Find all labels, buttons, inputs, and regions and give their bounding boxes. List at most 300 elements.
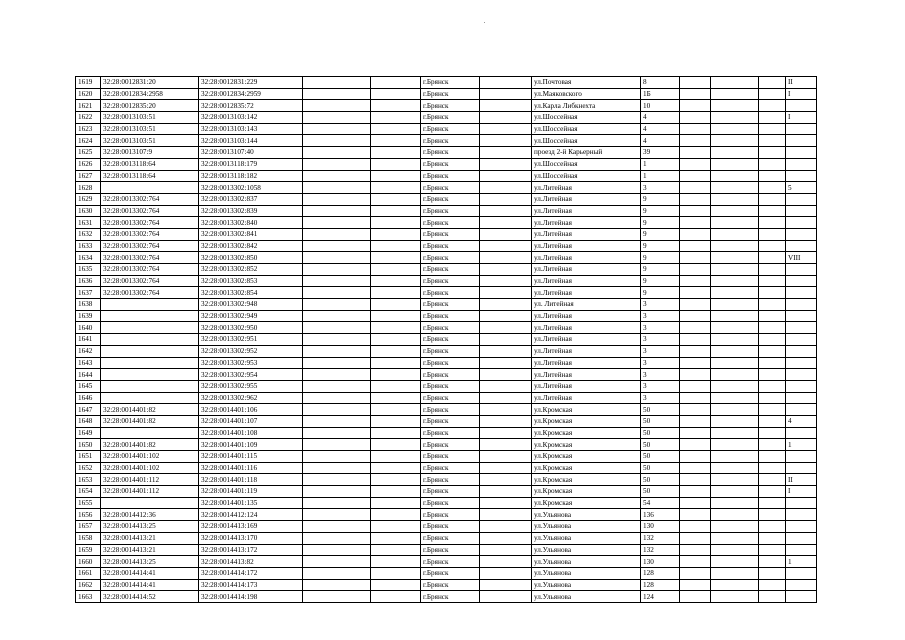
house-number-cell: 128 [641, 567, 680, 579]
column-7-cell [480, 392, 532, 404]
object-cadastral-number: 32:28:0013302:950 [199, 322, 303, 334]
street-cell: ул.Литейная [532, 182, 641, 194]
row-number: 1661 [76, 567, 101, 579]
column-4-cell [303, 123, 371, 135]
column-5-cell [371, 322, 421, 334]
object-cadastral-number: 32:28:0013302:852 [199, 264, 303, 276]
column-11-cell [711, 135, 759, 147]
category-cell [786, 299, 817, 311]
row-number: 1631 [76, 217, 101, 229]
column-7-cell [480, 193, 532, 205]
house-number-cell: 9 [641, 228, 680, 240]
object-cadastral-number: 32:28:0013302:842 [199, 240, 303, 252]
column-12-cell [759, 404, 786, 416]
parcel-cadastral-number: 32:28:0014413:21 [101, 544, 199, 556]
table-row [76, 147, 817, 159]
column-12-cell [759, 591, 786, 603]
column-11-cell [711, 147, 759, 159]
house-number-cell: 8 [641, 77, 680, 89]
column-7-cell [480, 123, 532, 135]
column-11-cell [711, 556, 759, 568]
parcel-cadastral-number [101, 322, 199, 334]
category-cell [786, 404, 817, 416]
row-number: 1640 [76, 322, 101, 334]
object-cadastral-number: 32:28:0014401:116 [199, 462, 303, 474]
row-number: 1634 [76, 252, 101, 264]
column-12-cell [759, 451, 786, 463]
column-5-cell [371, 497, 421, 509]
column-10-cell [680, 205, 711, 217]
city-cell: г.Брянск [421, 77, 480, 89]
city-cell: г.Брянск [421, 88, 480, 100]
street-cell: ул.Ульянова [532, 544, 641, 556]
parcel-cadastral-number: 32:28:0013302:764 [101, 193, 199, 205]
city-cell: г.Брянск [421, 158, 480, 170]
column-4-cell [303, 521, 371, 533]
parcel-cadastral-number: 32:28:0014413:21 [101, 532, 199, 544]
row-number: 1646 [76, 392, 101, 404]
column-10-cell [680, 322, 711, 334]
street-cell: ул.Кромская [532, 439, 641, 451]
column-5-cell [371, 240, 421, 252]
object-cadastral-number: 32:28:0013302:850 [199, 252, 303, 264]
column-11-cell [711, 77, 759, 89]
table-row [76, 474, 817, 486]
city-cell: г.Брянск [421, 497, 480, 509]
city-cell: г.Брянск [421, 415, 480, 427]
street-cell: ул.Литейная [532, 310, 641, 322]
column-12-cell [759, 415, 786, 427]
object-cadastral-number: 32:28:0013118:182 [199, 170, 303, 182]
column-5-cell [371, 170, 421, 182]
city-cell: г.Брянск [421, 252, 480, 264]
row-number: 1621 [76, 100, 101, 112]
table-row [76, 556, 817, 568]
column-11-cell [711, 299, 759, 311]
street-cell: проезд 2-й Карьерный [532, 147, 641, 159]
column-12-cell [759, 205, 786, 217]
house-number-cell: 136 [641, 509, 680, 521]
table-row [76, 404, 817, 416]
column-7-cell [480, 357, 532, 369]
house-number-cell: 130 [641, 521, 680, 533]
parcel-cadastral-number: 32:28:0013302:764 [101, 205, 199, 217]
column-5-cell [371, 521, 421, 533]
column-4-cell [303, 591, 371, 603]
column-11-cell [711, 579, 759, 591]
column-5-cell [371, 228, 421, 240]
table-row [76, 439, 817, 451]
column-10-cell [680, 240, 711, 252]
row-number: 1663 [76, 591, 101, 603]
table-row [76, 158, 817, 170]
table-row [76, 579, 817, 591]
city-cell: г.Брянск [421, 509, 480, 521]
object-cadastral-number: 32:28:0013103:142 [199, 112, 303, 124]
city-cell: г.Брянск [421, 264, 480, 276]
column-5-cell [371, 77, 421, 89]
column-10-cell [680, 532, 711, 544]
parcel-cadastral-number: 32:28:0014401:82 [101, 439, 199, 451]
parcel-cadastral-number: 32:28:0014414:41 [101, 567, 199, 579]
object-cadastral-number: 32:28:0013302:953 [199, 357, 303, 369]
column-4-cell [303, 299, 371, 311]
table-row [76, 275, 817, 287]
column-5-cell [371, 345, 421, 357]
column-5-cell [371, 310, 421, 322]
row-number: 1642 [76, 345, 101, 357]
parcel-cadastral-number: 32:28:0014401:82 [101, 415, 199, 427]
column-10-cell [680, 100, 711, 112]
table-row [76, 228, 817, 240]
street-cell: ул.Ульянова [532, 567, 641, 579]
column-11-cell [711, 474, 759, 486]
column-7-cell [480, 579, 532, 591]
column-4-cell [303, 415, 371, 427]
column-10-cell [680, 497, 711, 509]
column-11-cell [711, 404, 759, 416]
column-12-cell [759, 228, 786, 240]
column-4-cell [303, 345, 371, 357]
city-cell: г.Брянск [421, 112, 480, 124]
column-12-cell [759, 88, 786, 100]
table-row [76, 334, 817, 346]
row-number: 1637 [76, 287, 101, 299]
parcel-cadastral-number: 32:28:0012831:20 [101, 77, 199, 89]
table-row [76, 427, 817, 439]
row-number: 1649 [76, 427, 101, 439]
house-number-cell: 50 [641, 462, 680, 474]
column-11-cell [711, 357, 759, 369]
column-12-cell [759, 112, 786, 124]
row-number: 1636 [76, 275, 101, 287]
column-5-cell [371, 123, 421, 135]
street-cell: ул.Литейная [532, 322, 641, 334]
column-7-cell [480, 380, 532, 392]
column-11-cell [711, 123, 759, 135]
column-12-cell [759, 369, 786, 381]
row-number: 1626 [76, 158, 101, 170]
object-cadastral-number: 32:28:0013302:841 [199, 228, 303, 240]
column-5-cell [371, 100, 421, 112]
column-4-cell [303, 264, 371, 276]
street-cell: ул.Кромская [532, 474, 641, 486]
object-cadastral-number: 32:28:0013302:854 [199, 287, 303, 299]
column-7-cell [480, 147, 532, 159]
parcel-cadastral-number [101, 345, 199, 357]
parcel-cadastral-number: 32:28:0013302:764 [101, 287, 199, 299]
street-cell: ул.Литейная [532, 228, 641, 240]
column-7-cell [480, 135, 532, 147]
street-cell: ул.Литейная [532, 193, 641, 205]
parcel-cadastral-number [101, 380, 199, 392]
category-cell [786, 357, 817, 369]
city-cell: г.Брянск [421, 275, 480, 287]
category-cell [786, 369, 817, 381]
column-11-cell [711, 462, 759, 474]
city-cell: г.Брянск [421, 135, 480, 147]
column-11-cell [711, 100, 759, 112]
table-row [76, 252, 817, 264]
column-5-cell [371, 88, 421, 100]
house-number-cell: 9 [641, 264, 680, 276]
city-cell: г.Брянск [421, 322, 480, 334]
column-10-cell [680, 345, 711, 357]
column-12-cell [759, 217, 786, 229]
column-10-cell [680, 357, 711, 369]
city-cell: г.Брянск [421, 439, 480, 451]
column-5-cell [371, 217, 421, 229]
street-cell: ул.Кромская [532, 415, 641, 427]
category-cell [786, 521, 817, 533]
object-cadastral-number: 32:28:0014413:169 [199, 521, 303, 533]
object-cadastral-number: 32:28:0013118:179 [199, 158, 303, 170]
column-10-cell [680, 392, 711, 404]
table-row [76, 287, 817, 299]
table-row [76, 357, 817, 369]
column-11-cell [711, 345, 759, 357]
column-12-cell [759, 193, 786, 205]
category-cell [786, 392, 817, 404]
column-5-cell [371, 147, 421, 159]
object-cadastral-number: 32:28:0014412:124 [199, 509, 303, 521]
object-cadastral-number: 32:28:0013302:949 [199, 310, 303, 322]
column-4-cell [303, 579, 371, 591]
column-10-cell [680, 158, 711, 170]
column-11-cell [711, 486, 759, 498]
street-cell: ул. Литейная [532, 299, 641, 311]
column-10-cell [680, 310, 711, 322]
column-7-cell [480, 556, 532, 568]
category-cell [786, 345, 817, 357]
column-10-cell [680, 182, 711, 194]
column-10-cell [680, 170, 711, 182]
column-5-cell [371, 567, 421, 579]
object-cadastral-number: 32:28:0014401:107 [199, 415, 303, 427]
column-5-cell [371, 486, 421, 498]
city-cell: г.Брянск [421, 193, 480, 205]
city-cell: г.Брянск [421, 123, 480, 135]
category-cell: 1 [786, 556, 817, 568]
column-7-cell [480, 334, 532, 346]
street-cell: ул.Кромская [532, 427, 641, 439]
column-4-cell [303, 334, 371, 346]
column-10-cell [680, 88, 711, 100]
city-cell: г.Брянск [421, 427, 480, 439]
column-5-cell [371, 544, 421, 556]
category-cell [786, 310, 817, 322]
column-11-cell [711, 451, 759, 463]
column-10-cell [680, 404, 711, 416]
category-cell [786, 240, 817, 252]
column-7-cell [480, 217, 532, 229]
row-number: 1660 [76, 556, 101, 568]
column-12-cell [759, 462, 786, 474]
parcel-cadastral-number: 32:28:0012834:2958 [101, 88, 199, 100]
table-row [76, 532, 817, 544]
column-10-cell [680, 123, 711, 135]
column-11-cell [711, 439, 759, 451]
table-row [76, 322, 817, 334]
category-cell [786, 322, 817, 334]
column-4-cell [303, 252, 371, 264]
parcel-cadastral-number [101, 392, 199, 404]
column-11-cell [711, 544, 759, 556]
column-11-cell [711, 264, 759, 276]
category-cell: 1 [786, 439, 817, 451]
column-5-cell [371, 556, 421, 568]
parcel-cadastral-number: 32:28:0014401:112 [101, 474, 199, 486]
house-number-cell: 10 [641, 100, 680, 112]
column-5-cell [371, 451, 421, 463]
column-4-cell [303, 462, 371, 474]
column-4-cell [303, 100, 371, 112]
table-row [76, 88, 817, 100]
table-row [76, 112, 817, 124]
column-12-cell [759, 439, 786, 451]
column-12-cell [759, 240, 786, 252]
row-number: 1622 [76, 112, 101, 124]
row-number: 1653 [76, 474, 101, 486]
column-12-cell [759, 158, 786, 170]
column-5-cell [371, 264, 421, 276]
column-4-cell [303, 240, 371, 252]
street-cell: ул.Маяковского [532, 88, 641, 100]
house-number-cell: 4 [641, 135, 680, 147]
category-cell: I [786, 486, 817, 498]
street-cell: ул.Кромская [532, 497, 641, 509]
column-7-cell [480, 182, 532, 194]
column-10-cell [680, 252, 711, 264]
row-number: 1620 [76, 88, 101, 100]
city-cell: г.Брянск [421, 299, 480, 311]
house-number-cell: 1Б [641, 88, 680, 100]
column-5-cell [371, 158, 421, 170]
column-11-cell [711, 158, 759, 170]
table-row [76, 170, 817, 182]
row-number: 1662 [76, 579, 101, 591]
column-11-cell [711, 240, 759, 252]
city-cell: г.Брянск [421, 310, 480, 322]
row-number: 1650 [76, 439, 101, 451]
column-5-cell [371, 591, 421, 603]
column-4-cell [303, 392, 371, 404]
column-11-cell [711, 88, 759, 100]
column-7-cell [480, 158, 532, 170]
street-cell: ул.Шоссейная [532, 123, 641, 135]
parcel-cadastral-number: 32:28:0013302:764 [101, 264, 199, 276]
street-cell: ул.Ульянова [532, 509, 641, 521]
city-cell: г.Брянск [421, 217, 480, 229]
house-number-cell: 3 [641, 369, 680, 381]
house-number-cell: 3 [641, 357, 680, 369]
street-cell: ул.Ульянова [532, 521, 641, 533]
city-cell: г.Брянск [421, 474, 480, 486]
house-number-cell: 9 [641, 240, 680, 252]
column-4-cell [303, 158, 371, 170]
column-7-cell [480, 205, 532, 217]
category-cell [786, 123, 817, 135]
row-number: 1652 [76, 462, 101, 474]
category-cell [786, 334, 817, 346]
column-7-cell [480, 369, 532, 381]
column-10-cell [680, 380, 711, 392]
city-cell: г.Брянск [421, 392, 480, 404]
house-number-cell: 124 [641, 591, 680, 603]
column-11-cell [711, 228, 759, 240]
column-12-cell [759, 77, 786, 89]
city-cell: г.Брянск [421, 345, 480, 357]
object-cadastral-number: 32:28:0013302:951 [199, 334, 303, 346]
category-cell [786, 135, 817, 147]
column-12-cell [759, 544, 786, 556]
table-row [76, 310, 817, 322]
parcel-cadastral-number: 32:28:0013118:64 [101, 158, 199, 170]
column-7-cell [480, 427, 532, 439]
object-cadastral-number: 32:28:0013103:144 [199, 135, 303, 147]
column-7-cell [480, 345, 532, 357]
column-7-cell [480, 497, 532, 509]
column-5-cell [371, 205, 421, 217]
table-row [76, 135, 817, 147]
house-number-cell: 54 [641, 497, 680, 509]
column-11-cell [711, 521, 759, 533]
parcel-cadastral-number: 32:28:0014414:52 [101, 591, 199, 603]
category-cell [786, 264, 817, 276]
city-cell: г.Брянск [421, 451, 480, 463]
city-cell: г.Брянск [421, 404, 480, 416]
column-12-cell [759, 380, 786, 392]
street-cell: ул.Шоссейная [532, 135, 641, 147]
city-cell: г.Брянск [421, 147, 480, 159]
house-number-cell: 4 [641, 112, 680, 124]
column-12-cell [759, 357, 786, 369]
column-4-cell [303, 217, 371, 229]
parcel-cadastral-number [101, 427, 199, 439]
category-cell: II [786, 474, 817, 486]
category-cell [786, 497, 817, 509]
column-10-cell [680, 217, 711, 229]
parcel-cadastral-number [101, 334, 199, 346]
object-cadastral-number: 32:28:0014401:115 [199, 451, 303, 463]
column-12-cell [759, 427, 786, 439]
column-5-cell [371, 369, 421, 381]
house-number-cell: 50 [641, 451, 680, 463]
street-cell: ул.Кромская [532, 404, 641, 416]
category-cell [786, 100, 817, 112]
street-cell: ул.Шоссейная [532, 158, 641, 170]
category-cell [786, 287, 817, 299]
column-4-cell [303, 182, 371, 194]
column-7-cell [480, 486, 532, 498]
street-cell: ул.Ульянова [532, 591, 641, 603]
column-11-cell [711, 369, 759, 381]
table-row [76, 509, 817, 521]
table-row [76, 193, 817, 205]
street-cell: ул.Литейная [532, 252, 641, 264]
object-cadastral-number: 32:28:0013302:952 [199, 345, 303, 357]
house-number-cell: 4 [641, 123, 680, 135]
column-7-cell [480, 462, 532, 474]
street-cell: ул.Литейная [532, 345, 641, 357]
city-cell: г.Брянск [421, 380, 480, 392]
category-cell [786, 451, 817, 463]
column-12-cell [759, 252, 786, 264]
house-number-cell: 3 [641, 345, 680, 357]
column-7-cell [480, 474, 532, 486]
table-row [76, 205, 817, 217]
object-cadastral-number: 32:28:0013302:837 [199, 193, 303, 205]
